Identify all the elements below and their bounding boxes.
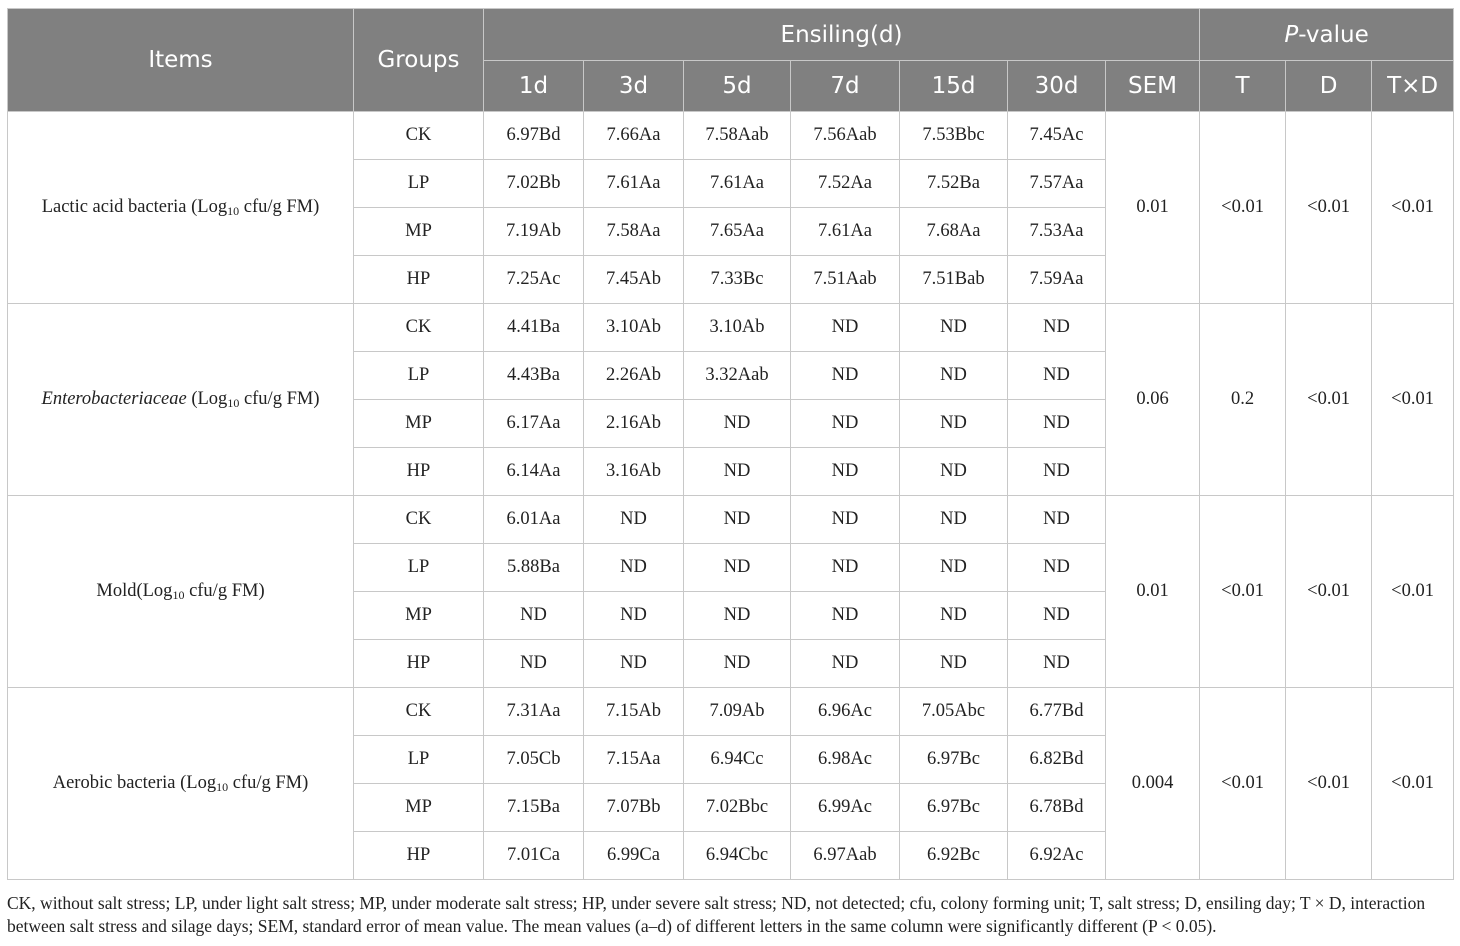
value-cell: ND	[584, 592, 684, 640]
value-cell: 3.10Ab	[684, 304, 791, 352]
value-cell: ND	[791, 400, 900, 448]
value-cell: 7.45Ab	[584, 256, 684, 304]
value-cell: 6.01Aa	[484, 496, 584, 544]
value-cell: 7.52Ba	[900, 160, 1008, 208]
value-cell: 2.26Ab	[584, 352, 684, 400]
value-cell: 7.56Aab	[791, 112, 900, 160]
table-row	[8, 496, 1454, 544]
group-cell: HP	[354, 640, 484, 688]
value-cell: 7.61Aa	[791, 208, 900, 256]
value-cell: 7.53Bbc	[900, 112, 1008, 160]
value-cell: 7.65Aa	[684, 208, 791, 256]
d-cell: <0.01	[1286, 496, 1372, 688]
value-cell: 6.97Bd	[484, 112, 584, 160]
txd-cell: <0.01	[1372, 688, 1454, 880]
value-cell: 7.61Aa	[684, 160, 791, 208]
value-cell: 6.99Ca	[584, 832, 684, 880]
silage-microbial-table	[7, 8, 1454, 880]
value-cell: 6.98Ac	[791, 736, 900, 784]
item-text: Lactic acid bacteria (Log	[41, 197, 228, 217]
value-cell: 6.14Aa	[484, 448, 584, 496]
value-cell: 6.82Bd	[1008, 736, 1106, 784]
value-cell: 3.32Aab	[684, 352, 791, 400]
value-cell: 7.45Ac	[1008, 112, 1106, 160]
group-cell: HP	[354, 448, 484, 496]
value-cell: 7.07Bb	[584, 784, 684, 832]
value-cell: 7.02Bbc	[684, 784, 791, 832]
value-cell: 7.09Ab	[684, 688, 791, 736]
d-cell: <0.01	[1286, 112, 1372, 304]
value-cell: 7.57Aa	[1008, 160, 1106, 208]
t-cell: <0.01	[1200, 112, 1286, 304]
group-cell: LP	[354, 544, 484, 592]
value-cell: 7.19Ab	[484, 208, 584, 256]
item-unit: cfu/g FM)	[228, 773, 309, 793]
header-day: 3d	[584, 61, 684, 112]
value-cell: ND	[900, 352, 1008, 400]
item-label	[8, 496, 354, 688]
value-cell: 7.15Ab	[584, 688, 684, 736]
table-body	[8, 112, 1454, 880]
value-cell: 7.25Ac	[484, 256, 584, 304]
group-cell: CK	[354, 112, 484, 160]
group-cell: CK	[354, 496, 484, 544]
item-subscript: 10	[172, 588, 185, 602]
value-cell: ND	[1008, 592, 1106, 640]
value-cell: ND	[791, 304, 900, 352]
item-subscript: 10	[216, 780, 229, 794]
sem-cell: 0.004	[1106, 688, 1200, 880]
txd-cell: <0.01	[1372, 112, 1454, 304]
d-cell: <0.01	[1286, 304, 1372, 496]
item-label	[8, 112, 354, 304]
t-cell: <0.01	[1200, 688, 1286, 880]
value-cell: ND	[791, 592, 900, 640]
value-cell: 6.17Aa	[484, 400, 584, 448]
value-cell: ND	[484, 640, 584, 688]
value-cell: ND	[791, 352, 900, 400]
txd-cell: <0.01	[1372, 496, 1454, 688]
value-cell: ND	[791, 496, 900, 544]
value-cell: 7.15Aa	[584, 736, 684, 784]
item-text: Mold(Log	[96, 581, 173, 601]
item-label	[8, 688, 354, 880]
header-items: Items	[8, 9, 354, 112]
t-cell: 0.2	[1200, 304, 1286, 496]
value-cell: ND	[1008, 304, 1106, 352]
header-groups: Groups	[354, 9, 484, 112]
value-cell: 7.68Aa	[900, 208, 1008, 256]
header-day: 30d	[1008, 61, 1106, 112]
value-cell: ND	[684, 544, 791, 592]
group-cell: MP	[354, 784, 484, 832]
value-cell: 7.59Aa	[1008, 256, 1106, 304]
header-t: T	[1200, 61, 1286, 112]
item-text: (Log	[186, 389, 228, 409]
value-cell: 7.31Aa	[484, 688, 584, 736]
value-cell: 4.41Ba	[484, 304, 584, 352]
t-cell: <0.01	[1200, 496, 1286, 688]
header-day: 5d	[684, 61, 791, 112]
item-unit: cfu/g FM)	[184, 581, 265, 601]
value-cell: ND	[900, 496, 1008, 544]
value-cell: 7.01Ca	[484, 832, 584, 880]
group-cell: MP	[354, 400, 484, 448]
value-cell: ND	[1008, 640, 1106, 688]
sem-cell: 0.01	[1106, 496, 1200, 688]
value-cell: ND	[584, 496, 684, 544]
value-cell: 7.05Abc	[900, 688, 1008, 736]
value-cell: ND	[1008, 544, 1106, 592]
sem-cell: 0.01	[1106, 112, 1200, 304]
value-cell: ND	[1008, 448, 1106, 496]
group-cell: HP	[354, 256, 484, 304]
value-cell: 4.43Ba	[484, 352, 584, 400]
value-cell: 7.52Aa	[791, 160, 900, 208]
value-cell: 7.51Aab	[791, 256, 900, 304]
value-cell: ND	[900, 400, 1008, 448]
value-cell: ND	[684, 592, 791, 640]
group-cell: MP	[354, 208, 484, 256]
value-cell: 7.58Aa	[584, 208, 684, 256]
value-cell: ND	[1008, 496, 1106, 544]
table-row	[8, 688, 1454, 736]
value-cell: ND	[791, 640, 900, 688]
header-txd: T×D	[1372, 61, 1454, 112]
value-cell: 7.53Aa	[1008, 208, 1106, 256]
item-subscript: 10	[227, 204, 240, 218]
value-cell: 6.78Bd	[1008, 784, 1106, 832]
value-cell: ND	[684, 640, 791, 688]
table-footnote: CK, without salt stress; LP, under light salt stress; MP, under moderate salt stress; HP, under severe salt stress; ND, not detected; cfu, colony forming unit; T, salt stress; D, ensiling day; T × D, interaction between salt stress and silage days; SEM, standard error of mean value. The mean values (a–d) of different letters in the same column were significantly different (P < 0.05).	[7, 893, 1426, 936]
table-row	[8, 112, 1454, 160]
value-cell: ND	[900, 544, 1008, 592]
value-cell: ND	[584, 544, 684, 592]
value-cell: 3.16Ab	[584, 448, 684, 496]
value-cell: 6.97Bc	[900, 784, 1008, 832]
item-unit: cfu/g FM)	[239, 389, 320, 409]
value-cell: 7.33Bc	[684, 256, 791, 304]
group-cell: CK	[354, 688, 484, 736]
value-cell: ND	[900, 304, 1008, 352]
item-subscript: 10	[227, 396, 240, 410]
value-cell: 2.16Ab	[584, 400, 684, 448]
item-italic: Enterobacteriaceae	[41, 389, 187, 409]
group-cell: LP	[354, 160, 484, 208]
value-cell: 6.77Bd	[1008, 688, 1106, 736]
value-cell: 6.94Cc	[684, 736, 791, 784]
d-cell: <0.01	[1286, 688, 1372, 880]
group-cell: MP	[354, 592, 484, 640]
value-cell: 6.94Cbc	[684, 832, 791, 880]
value-cell: 6.97Aab	[791, 832, 900, 880]
value-cell: 6.96Ac	[791, 688, 900, 736]
value-cell: ND	[684, 400, 791, 448]
group-cell: CK	[354, 304, 484, 352]
txd-cell: <0.01	[1372, 304, 1454, 496]
header-pvalue-p: P	[1284, 21, 1299, 48]
group-cell: LP	[354, 352, 484, 400]
header-d: D	[1286, 61, 1372, 112]
value-cell: 7.51Bab	[900, 256, 1008, 304]
item-label	[8, 304, 354, 496]
value-cell: ND	[791, 544, 900, 592]
value-cell: ND	[1008, 400, 1106, 448]
value-cell: 7.15Ba	[484, 784, 584, 832]
value-cell: 5.88Ba	[484, 544, 584, 592]
value-cell: ND	[484, 592, 584, 640]
value-cell: 7.66Aa	[584, 112, 684, 160]
value-cell: ND	[684, 448, 791, 496]
item-unit: cfu/g FM)	[239, 197, 320, 217]
header-day: 1d	[484, 61, 584, 112]
header-day: 15d	[900, 61, 1008, 112]
value-cell: 6.92Bc	[900, 832, 1008, 880]
value-cell: ND	[900, 640, 1008, 688]
value-cell: ND	[900, 448, 1008, 496]
value-cell: ND	[584, 640, 684, 688]
header-day: 7d	[791, 61, 900, 112]
value-cell: 7.58Aab	[684, 112, 791, 160]
value-cell: 7.05Cb	[484, 736, 584, 784]
value-cell: 6.97Bc	[900, 736, 1008, 784]
value-cell: 7.02Bb	[484, 160, 584, 208]
value-cell: ND	[791, 448, 900, 496]
header-sem: SEM	[1106, 61, 1200, 112]
header-ensiling: Ensiling(d)	[484, 9, 1200, 61]
value-cell: ND	[1008, 352, 1106, 400]
table-row	[8, 304, 1454, 352]
header-pvalue-rest: -value	[1298, 21, 1369, 48]
value-cell: 7.61Aa	[584, 160, 684, 208]
item-text: Aerobic bacteria (Log	[52, 773, 217, 793]
value-cell: 6.99Ac	[791, 784, 900, 832]
value-cell: 6.92Ac	[1008, 832, 1106, 880]
value-cell: 3.10Ab	[584, 304, 684, 352]
sem-cell: 0.06	[1106, 304, 1200, 496]
value-cell: ND	[900, 592, 1008, 640]
table-container	[7, 8, 1453, 880]
group-cell: LP	[354, 736, 484, 784]
value-cell: ND	[684, 496, 791, 544]
group-cell: HP	[354, 832, 484, 880]
header-pvalue	[1200, 9, 1454, 61]
